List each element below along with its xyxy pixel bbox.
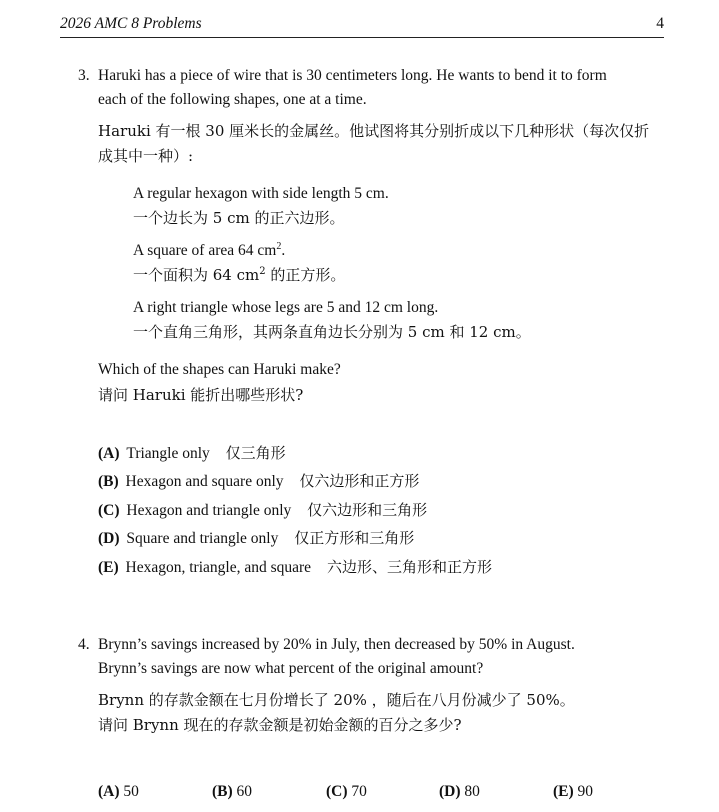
shape-3-en: A right triangle whose legs are 5 and 12 cm long. <box>133 299 439 316</box>
shape-2-cn: 一个面积为 64 $cm^2$ 的正方形。 <box>133 266 346 284</box>
choice-c: (C) Hexagon and triangle only 仅六边形和三角形 <box>98 501 428 519</box>
shape-3-cn: 一个直角三角形，其两条直角边长分别为 5 cm 和 12 cm。 <box>133 323 531 341</box>
page-number: 4 <box>656 15 664 32</box>
p4-choice-e: (E) 90 <box>553 783 594 800</box>
p4-choice-c: (C) 70 <box>326 783 367 800</box>
problem-3-question-en: Which of the shapes can Haruki make? <box>98 361 341 378</box>
problem-3-question-cn: 请问 Haruki 能折出哪些形状? <box>98 386 304 404</box>
shape-1-cn: 一个边长为 5 cm 的正六边形。 <box>133 209 345 227</box>
problem-3-cn-line-1: Haruki 有一根 30 厘米长的金属丝。他试图将其分别折成以下几种形状（每次仅折 <box>98 122 650 140</box>
problem-3-en-line-1: Haruki has a piece of wire that is 30 centimeters long. He wants to bend it to form <box>98 67 607 84</box>
choice-a: (A) Triangle only 仅三角形 <box>98 444 286 462</box>
choice-e: (E) Hexagon, triangle, and square 六边形、三角形和正方形 <box>98 558 492 576</box>
problem-3-number: 3. <box>78 67 90 84</box>
document-title: 2026 AMC 8 Problems <box>60 15 202 32</box>
p4-choice-a: (A) 50 <box>98 783 139 800</box>
problem-4-cn-line-2: 请问 Brynn 现在的存款金额是初始金额的百分之多少? <box>98 716 462 734</box>
problem-4-en-line-1: Brynn’s savings increased by 20% in July, then decreased by 50% in August. <box>98 636 575 653</box>
p4-choice-d: (D) 80 <box>439 783 480 800</box>
choice-b: (B) Hexagon and square only 仅六边形和正方形 <box>98 472 420 490</box>
p4-choice-b: (B) 60 <box>212 783 253 800</box>
problem-4-number: 4. <box>78 636 90 653</box>
problem-3-cn-line-2: 成其中一种）: <box>98 147 194 165</box>
problem-4-en-line-2: Brynn’s savings are now what percent of the original amount? <box>98 660 484 677</box>
choice-d: (D) Square and triangle only 仅正方形和三角形 <box>98 529 415 547</box>
shape-2-en: A square of area 64 $cm^2$. <box>133 240 286 259</box>
shape-1-en: A regular hexagon with side length 5 cm. <box>133 185 389 202</box>
page-header <box>60 13 664 38</box>
problem-4-cn-line-1: Brynn 的存款金额在七月份增长了 20% ，随后在八月份减少了 50%。 <box>98 691 575 709</box>
problem-3-en-line-2: each of the following shapes, one at a time. <box>98 91 367 108</box>
